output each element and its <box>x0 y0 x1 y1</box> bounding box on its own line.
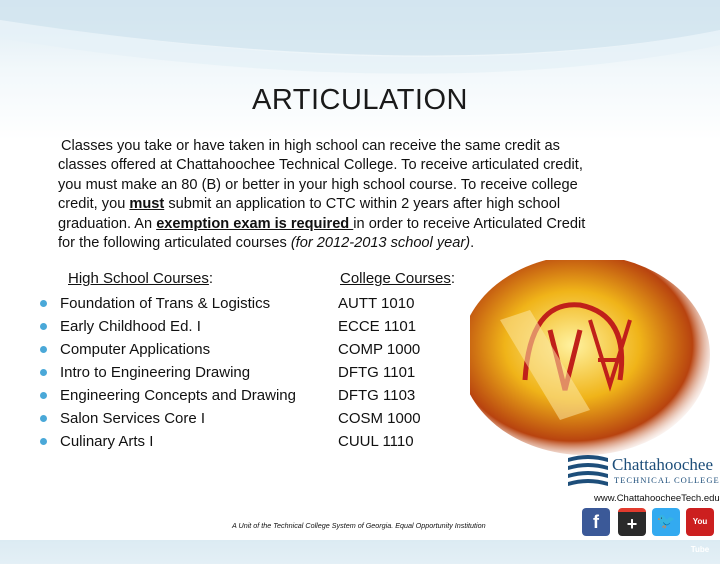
facebook-icon[interactable]: f <box>582 508 610 536</box>
college-logo-name: Chattahoochee <box>612 455 714 474</box>
course-code: ECCE 1101 <box>338 318 417 335</box>
google-plus-icon[interactable]: + <box>618 508 646 536</box>
list-item: Salon Services Core I <box>40 407 296 430</box>
intro-paragraph: Classes you take or have taken in high school can receive the same credit as classes offered at Chattahoochee Technical College. To receive articulated credit, you must make an 80 (B) or better in your high school course. To receive college credit, you must submit an application to CTC within 2 years after high school graduation. An exemption exam is required in order to receive Articulated Credit for the following articulated courses (for 2012-2013 school year). <box>58 138 586 252</box>
twitter-icon[interactable]: 🐦 <box>652 508 680 536</box>
college-logo-icon <box>566 452 610 488</box>
emphasis-exemption-exam: exemption exam is required <box>156 215 354 232</box>
high-school-courses-header: High School Courses: <box>68 270 214 287</box>
page-title: ARTICULATION <box>251 84 468 116</box>
emphasis-must: must <box>129 196 165 213</box>
college-logo-subtitle: TECHNICAL COLLEGE <box>614 475 720 485</box>
exam-paper-photo <box>470 260 720 460</box>
list-item: Culinary Arts I <box>40 430 296 453</box>
website-link[interactable]: www.ChattahoocheeTech.edu <box>594 493 720 504</box>
college-courses-header: College Courses: <box>340 270 456 287</box>
youtube-icon[interactable]: You Tube <box>686 508 714 536</box>
course-code: DFTG 1101 <box>338 364 416 381</box>
list-item: Computer Applications <box>40 338 296 361</box>
list-item: Early Childhood Ed. I <box>40 315 296 338</box>
list-item: Engineering Concepts and Drawing <box>40 384 296 407</box>
course-code: DFTG 1103 <box>338 387 416 404</box>
course-code: CUUL 1110 <box>338 433 414 450</box>
course-code: COSM 1000 <box>338 410 421 427</box>
list-item: Foundation of Trans & Logistics <box>40 292 296 315</box>
college-course-list <box>338 292 421 453</box>
high-school-course-list <box>40 292 296 453</box>
list-item: Intro to Engineering Drawing <box>40 361 296 384</box>
course-code: COMP 1000 <box>338 341 421 358</box>
footer-note: A Unit of the Technical College System of Georgia. Equal Opportunity Institution <box>232 521 486 530</box>
course-code: AUTT 1010 <box>338 295 415 312</box>
